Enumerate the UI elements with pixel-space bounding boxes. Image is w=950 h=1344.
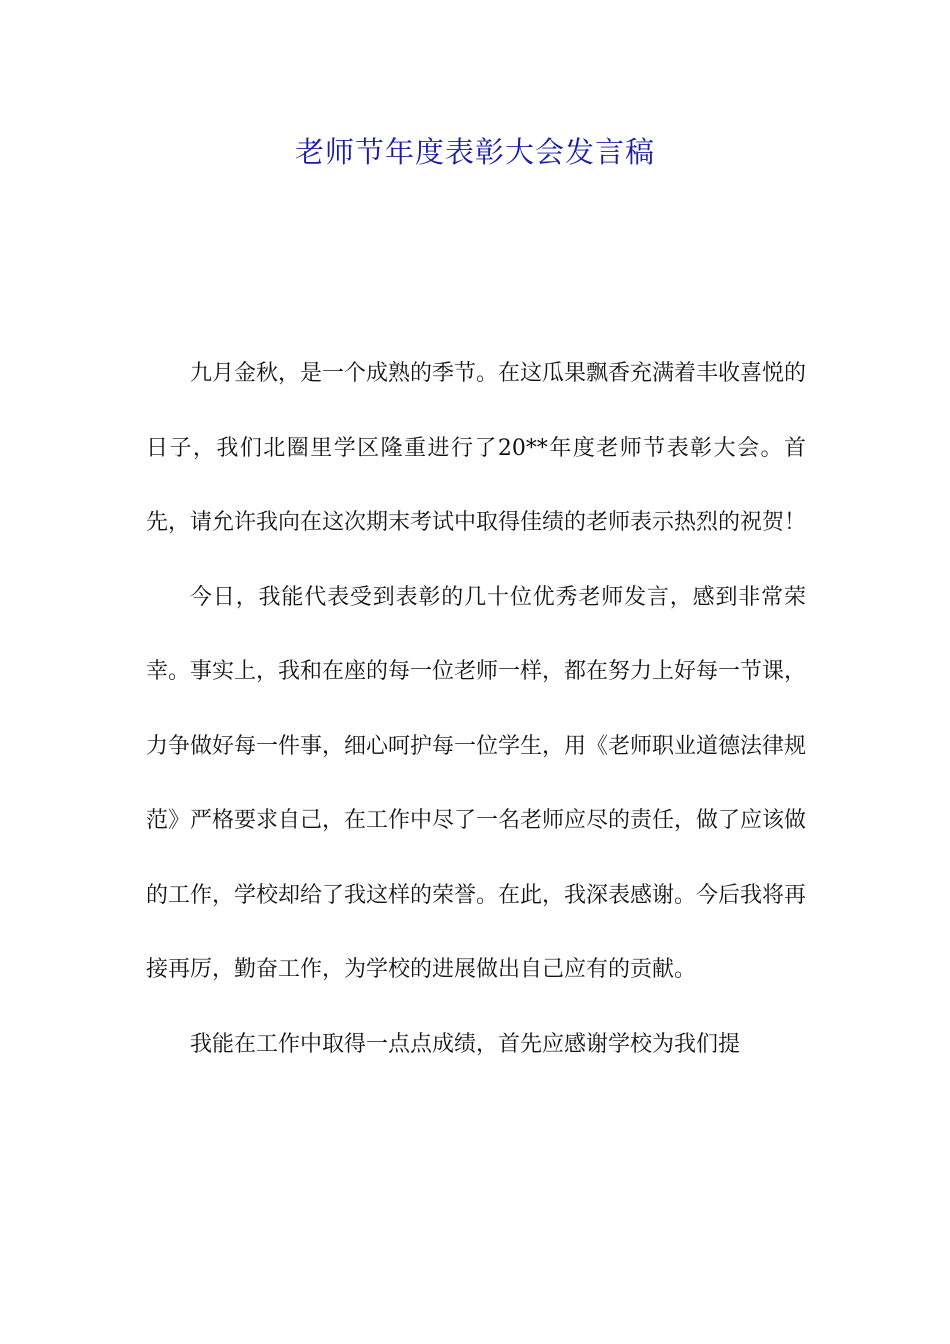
document-title: 老师节年度表彰大会发言稿	[294, 135, 655, 169]
document-body	[146, 337, 806, 1082]
paragraph-3: 我能在工作中取得一点点成绩，首先应感谢学校为我们提	[190, 1031, 741, 1057]
paragraph-1: 九月金秋，是一个成熟的季节。在这瓜果飘香充满着丰收喜悦的日子，我们北圈里学区隆重进行了20**年度老师节表彰大会。首先，请允许我向在这次期末考试中取得佳绩的老师表示热烈的祝贺！	[146, 361, 807, 535]
paragraph-2: 今日，我能代表受到表彰的几十位优秀老师发言，感到非常荣幸。事实上，我和在座的每一位老师一样，都在努力上好每一节课，力争做好每一件事，细心呵护每一位学生，用《老师职业道德法律规范》严格要求自己，在工作中尽了一名老师应尽的责任，做了应该做的工作，学校却给了我这样的荣誉。在此，我深表感谢。今后我将再接再厉，勤奋工作，为学校的进展做出自己应有的贡献。	[146, 584, 807, 982]
